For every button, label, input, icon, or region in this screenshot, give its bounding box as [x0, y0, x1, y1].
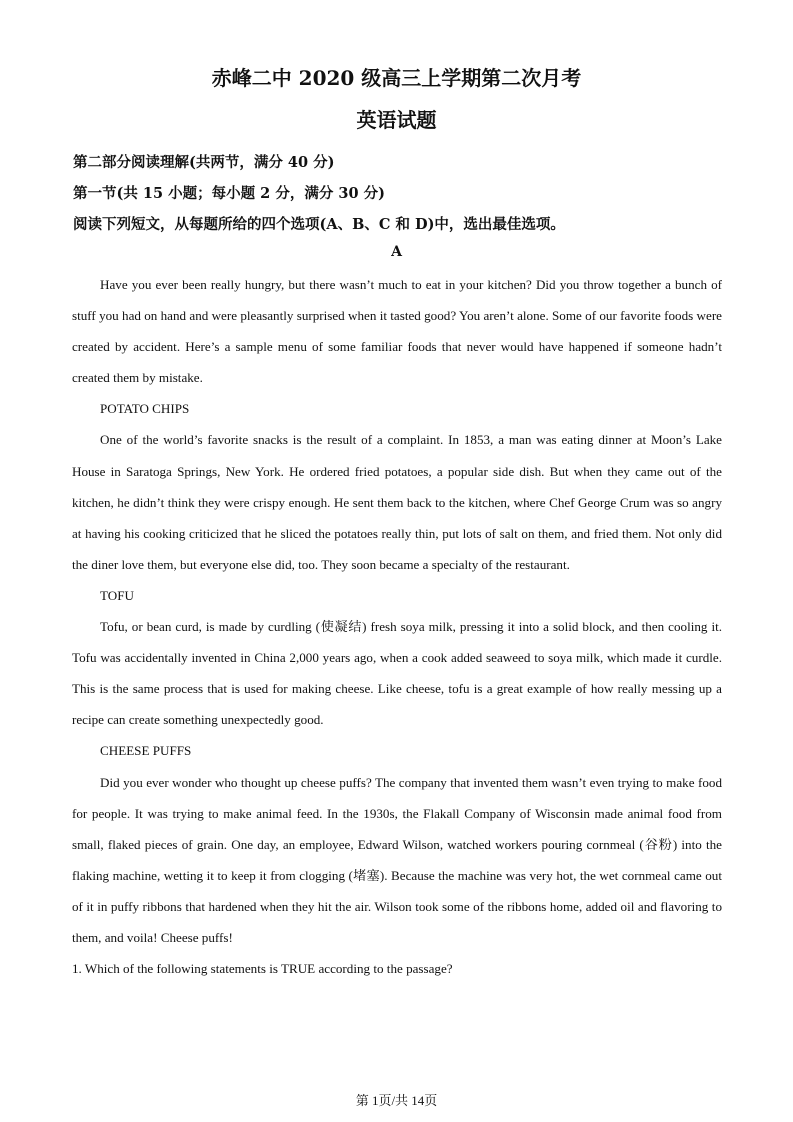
- directions-instruction: 阅读下列短文，从每题所给的四个选项(A、B、C 和 D)中，选出最佳选项。: [73, 216, 565, 233]
- paragraph-cheese-puffs: Did you ever wonder who thought up cheese puffs? The company that invented them wasn’t even trying to make food for people. It was trying to make animal feed. In the 1930s, the Flakall Company of Wisconsin made animal food from small, flaked pieces of grain. One day, an employee, Edward Wilson, watched workers pouring cornmeal (谷粉) into the flaking machine, wetting it to keep it from clogging (堵塞). Because the machine was very hot, the wet cornmeal came out of it in puffy ribbons that hardened when they hit the air. Wilson took some of the ribbons home, added oil and flavoring to them, and voila! Cheese puffs!: [72, 774, 722, 945]
- passage-body: [72, 269, 722, 984]
- paragraph-potato-chips: One of the world’s favorite snacks is the result of a complaint. In 1853, a man was eating dinner at Moon’s Lake House in Saratoga Springs, New York. He ordered fried potatoes, a popular side dish. But when they came out of the kitchen, he didn’t think they were crispy enough. He sent them back to the kitchen, where Chef George Crum was so angry at having his cooking criticized that he sliced the potatoes really thin, put lots of salt on them, and fried them. Not only did the diner love them, but everyone else did, too. They soon became a specialty of the restaurant.: [72, 432, 722, 572]
- section-instruction: 第一节(共 15 小题；每小题 2 分，满分 30 分): [73, 185, 385, 202]
- exam-title: 赤峰二中 2020 级高三上学期第二次月考: [211, 66, 582, 90]
- exam-subtitle: 英语试题: [356, 108, 437, 132]
- section-heading-tofu: TOFU: [100, 587, 134, 603]
- paragraph-tofu: Tofu, or bean curd, is made by curdling (使凝结) fresh soya milk, pressing it into a solid block, and then cooling it. Tofu was accidentally invented in China 2,000 years ago, when a cook added seaweed to soya milk, which made it curdle. This is the same process that is used for making cheese. Like cheese, tofu is a great example of how really messing up a recipe can create something unexpectedly good.: [72, 619, 722, 728]
- question-1: 1. Which of the following statements is TRUE according to the passage?: [72, 961, 453, 977]
- part-instruction: 第二部分阅读理解(共两节，满分 40 分): [73, 154, 335, 171]
- passage-letter: A: [391, 244, 402, 260]
- section-heading-cheese-puffs: CHEESE PUFFS: [100, 743, 192, 759]
- section-heading-potato-chips: POTATO CHIPS: [100, 401, 190, 417]
- passage-intro: Have you ever been really hungry, but there wasn’t much to eat in your kitchen? Did you throw together a bunch of stuff you had on hand and were pleasantly surprised when it tasted good? You aren’t alone. Some of our favorite foods were created by accident. Here’s a sample menu of some familiar foods that never would have happened if someone hadn’t created them by mistake.: [72, 277, 722, 386]
- page-footer: 第 1页/共 14页: [355, 1093, 438, 1108]
